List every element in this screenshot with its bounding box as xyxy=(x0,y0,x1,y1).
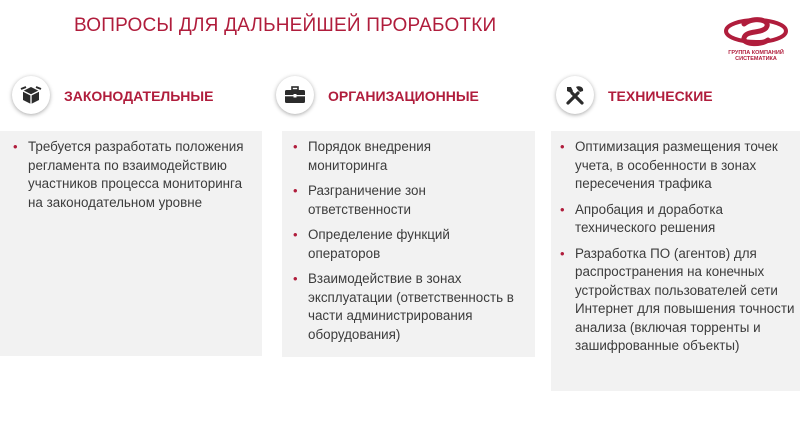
panel-organizational xyxy=(282,131,535,357)
tools-icon xyxy=(556,76,594,114)
column-label-legal: ЗАКОНОДАТЕЛЬНЫЕ xyxy=(64,88,214,104)
panel-technical xyxy=(551,131,800,391)
list-item: • Требуется разработать положения регламента по взаимодействию участников процесса мониторинга на законодательном уровне xyxy=(12,138,244,212)
logo-line2: СИСТЕМАТИКА xyxy=(735,56,777,62)
slide-title: ВОПРОСЫ ДЛЯ ДАЛЬНЕЙШЕЙ ПРОРАБОТКИ xyxy=(74,15,497,36)
list-item: • Определение функций операторов xyxy=(292,226,530,263)
list-item: • Оптимизация размещения точек учета, в особенности в зонах пересечения трафика xyxy=(559,138,797,194)
briefcase-icon xyxy=(276,76,314,114)
company-logo xyxy=(722,12,790,64)
list-item: • Разработка ПО (агентов) для распространения на конечных устройствах пользователей сети Интернет для повышения точности анализа (включая торренты и зашифрованные объекты) xyxy=(559,245,797,356)
column-label-organizational: ОРГАНИЗАЦИОННЫЕ xyxy=(328,88,479,104)
column-label-technical: ТЕХНИЧЕСКИЕ xyxy=(608,88,713,104)
list-item: • Порядок внедрения мониторинга xyxy=(292,138,530,175)
list-item: • Апробация и доработка технического решения xyxy=(559,201,797,238)
logo-line1: ГРУППА КОМПАНИЙ xyxy=(728,50,784,56)
box-icon xyxy=(12,76,50,114)
panel-legal xyxy=(0,131,262,356)
list-item: • Взаимодействие в зонах эксплуатации (ответственность в части администрирования оборудования) xyxy=(292,270,530,344)
logo-emblem-icon xyxy=(722,12,790,50)
list-item: • Разграничение зон ответственности xyxy=(292,182,530,219)
